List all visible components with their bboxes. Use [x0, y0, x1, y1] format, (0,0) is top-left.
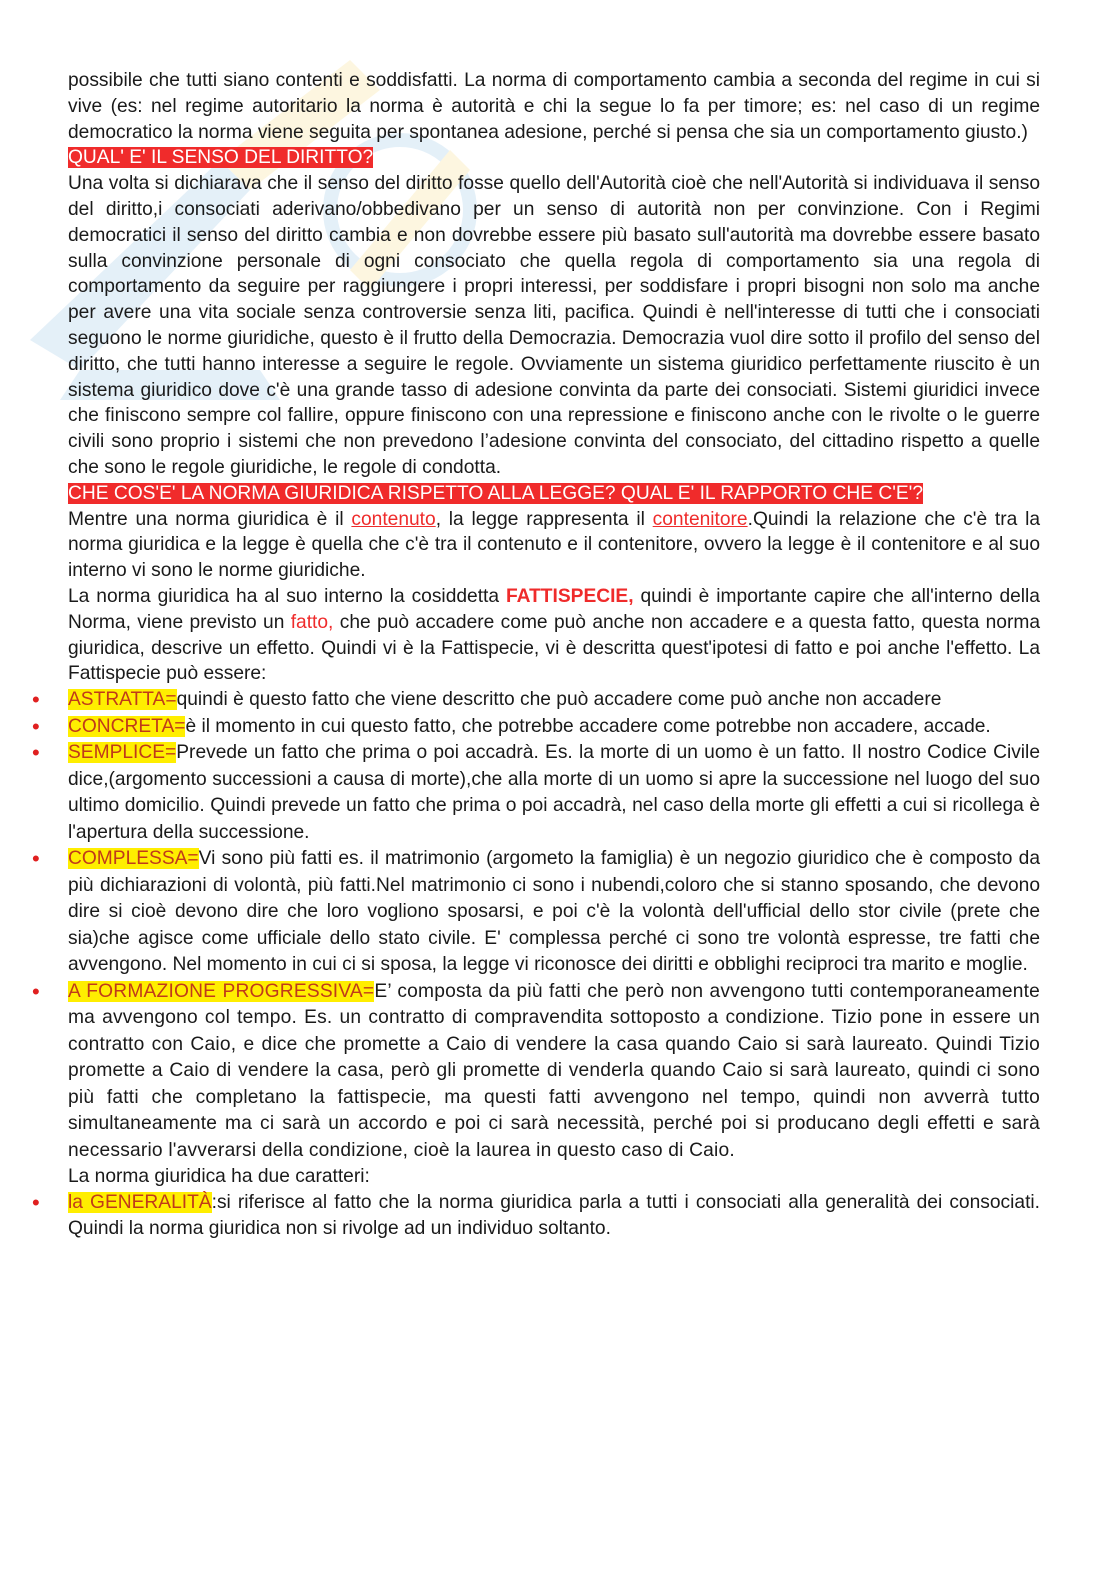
term-highlight: COMPLESSA=	[68, 848, 199, 870]
fatto-term: fatto,	[290, 611, 334, 633]
bullet-icon: •	[32, 687, 40, 713]
text-run: .Quindi la relazione che c'è tra la norma giuridica e la legge è quella che c'è tra il contenuto e il contenitore, ovvero la legge è il contenitore e al suo interno vi sono le norme giuridiche.	[68, 508, 1040, 582]
bullet-icon: •	[32, 740, 40, 766]
heading-text: QUAL' E' IL SENSO DEL DIRITTO?	[68, 147, 374, 169]
term-highlight: ASTRATTA=	[68, 689, 177, 711]
text-run: che può accadere come può anche non accadere e a questa fatto, questa norma giuridica, descrive un effetto. Quindi vi è la Fattispecie, vi è descritta quest'ipotesi di fatto e poi anche l'effetto. La Fattispecie può essere:	[68, 611, 1040, 685]
list-item-text: quindi è questo fatto che viene descritto che può accadere come può anche non accadere	[176, 689, 942, 711]
list-item	[32, 978, 1040, 1165]
term-highlight: SEMPLICE=	[68, 742, 177, 764]
term-highlight: CONCRETA=	[68, 715, 186, 737]
bullet-icon: •	[32, 713, 40, 739]
list-item-text: E’ composta da più fatti che però non avvengono tutti contemporaneamente ma avvengono col tempo. Es. un contratto di compravendita sottoposto a condizione. Tizio pone in essere un contratto con Caio, e dice che promette a Caio di vendere la casa quando Caio si sarà laureato. Quindi Tizio promette a Caio di vendere la casa, però gli promette di venderla quando Caio si sarà laureato, quindi ci sono più fatti che completano la fattispecie, ma questi fatti avvengono nel tempo, quindi non avverrà tutto simultaneamente ma ci sarà un accordo e poi ci sarà necessità, perché poi si producano degli effetti e sarà necessario l'avverarsi della condizione, cioè la laurea in questo caso di Caio.	[68, 980, 1040, 1161]
text-run: , la legge rappresenta il	[435, 508, 653, 530]
document-page	[32, 68, 1040, 1243]
heading-text: CHE COS'E' LA NORMA GIURIDICA RISPETTO ALLA LEGGE? QUAL E' IL RAPPORTO CHE C'E'?	[68, 482, 924, 504]
contenuto-link: contenuto	[351, 508, 436, 530]
list-item-text: Prevede un fatto che prima o poi accadrà. Es. la morte di un uomo è un fatto. Il nostro Codice Civile dice,(argomento successioni a causa di morte),che alla morte di un uomo si apre la successione nel luogo del suo ultimo domicilio. Quindi prevede un fatto che prima o poi accadrà, nel caso della morte gli effetti a cui si ricollega è l'apertura della successione.	[68, 742, 1040, 843]
bullet-icon: •	[32, 1189, 40, 1215]
list-item	[32, 846, 1040, 979]
term-highlight: A FORMAZIONE PROGRESSIVA=	[68, 980, 375, 1002]
fattispecie-list	[32, 687, 1040, 1164]
contenuto-contenitore-paragraph	[68, 507, 1040, 584]
text-run: Mentre una norma giuridica è il	[68, 508, 352, 530]
term-highlight: la GENERALITÀ	[68, 1191, 212, 1213]
text-run: quindi è importante capire che all'interno della Norma, viene previsto un	[68, 585, 1040, 633]
list-item	[32, 713, 1040, 741]
fattispecie-term: FATTISPECIE,	[505, 585, 634, 607]
caratteri-list	[32, 1189, 1040, 1243]
list-item-text: è il momento in cui questo fatto, che potrebbe accadere come potrebbe non accadere, accade.	[185, 715, 991, 737]
list-item-text: :si riferisce al fatto che la norma giuridica parla a tutti i consociati alla generalità dei consociati. Quindi la norma giuridica non si rivolge ad un individuo soltanto.	[68, 1191, 1040, 1240]
section-heading-norma-legge	[68, 481, 1040, 507]
senso-diritto-paragraph: Una volta si dichiarava che il senso del diritto fosse quello dell'Autorità cioè che nell'Autorità si individuava il senso del diritto,i consociati aderivano/obbedivano per un senso di autorità non per convinzione. Con i Regimi democratici il senso del diritto cambia e non dovrebbe essere più basato sull'autorità ma dovrebbe essere basato sulla convinzione personale di ogni consociato che quella regola di comportamento sia una regola di comportamento da seguire per raggiungere i propri interessi, per soddisfare i propri bisogni non solo ma anche per avere una vita sociale senza controversie senza liti, pacifica. Quindi è nell'interesse di tutti che i consociati seguono le norme giuridiche, questo è il frutto della Democrazia. Democrazia vuol dire sotto il profilo del senso del diritto, che tutti hanno interesse a seguire le regole. Ovviamente un sistema giuridico perfettamente riuscito è un sistema giuridico dove c'è una grande tasso di adesione convinta da parte dei consociati. Sistemi giuridici invece che finiscono sempre col fallire, oppure finiscono con una repressione e finiscono anche con le rivolte o le guerre civili sono proprio i sistemi che non prevedono l’adesione convinta del consociato, del cittadino rispetto a quelle che sono le regole giuridiche, le regole di condotta.	[68, 173, 1040, 478]
intro-paragraph: possibile che tutti siano contenti e soddisfatti. La norma di comportamento cambia a seconda del regime in cui si vive (es: nel regime autoritario la norma è autorità e chi la segue lo fa per timore; es: nel caso di un regime democratico la norma viene seguita per spontanea adesione, perché si pensa che sia un comportamento giusto.)	[68, 70, 1040, 143]
bullet-icon: •	[32, 978, 40, 1004]
section-heading-senso-diritto	[68, 145, 1040, 171]
caratteri-intro: La norma giuridica ha due caratteri:	[68, 1166, 370, 1188]
list-item	[32, 687, 1040, 714]
contenitore-link: contenitore	[652, 508, 748, 530]
list-item	[32, 740, 1040, 846]
text-run: La norma giuridica ha al suo interno la cosiddetta	[68, 585, 506, 607]
list-item	[32, 1189, 1040, 1243]
list-item-text: Vi sono più fatti es. il matrimonio (argometo la famiglia) è un negozio giuridico che è composto da più dichiarazioni di volontà, più fatti.Nel matrimonio ci sono i nubendi,coloro che si stanno sposando, che devono dire si cioè devono dire che loro vogliono sposarsi, e poi c'è la volontà dell'ufficial dello stor civile (prete che sia)che agisce come ufficiale dello stato civile. E' complessa perché ci sono tre volontà espresse, tre fatti che avvengono. Nel momento in cui ci si sposa, la legge vi riconosce dei diritti e obblighi reciproci tra marito e moglie.	[68, 848, 1040, 976]
bullet-icon: •	[32, 846, 40, 872]
fattispecie-paragraph	[68, 584, 1040, 687]
